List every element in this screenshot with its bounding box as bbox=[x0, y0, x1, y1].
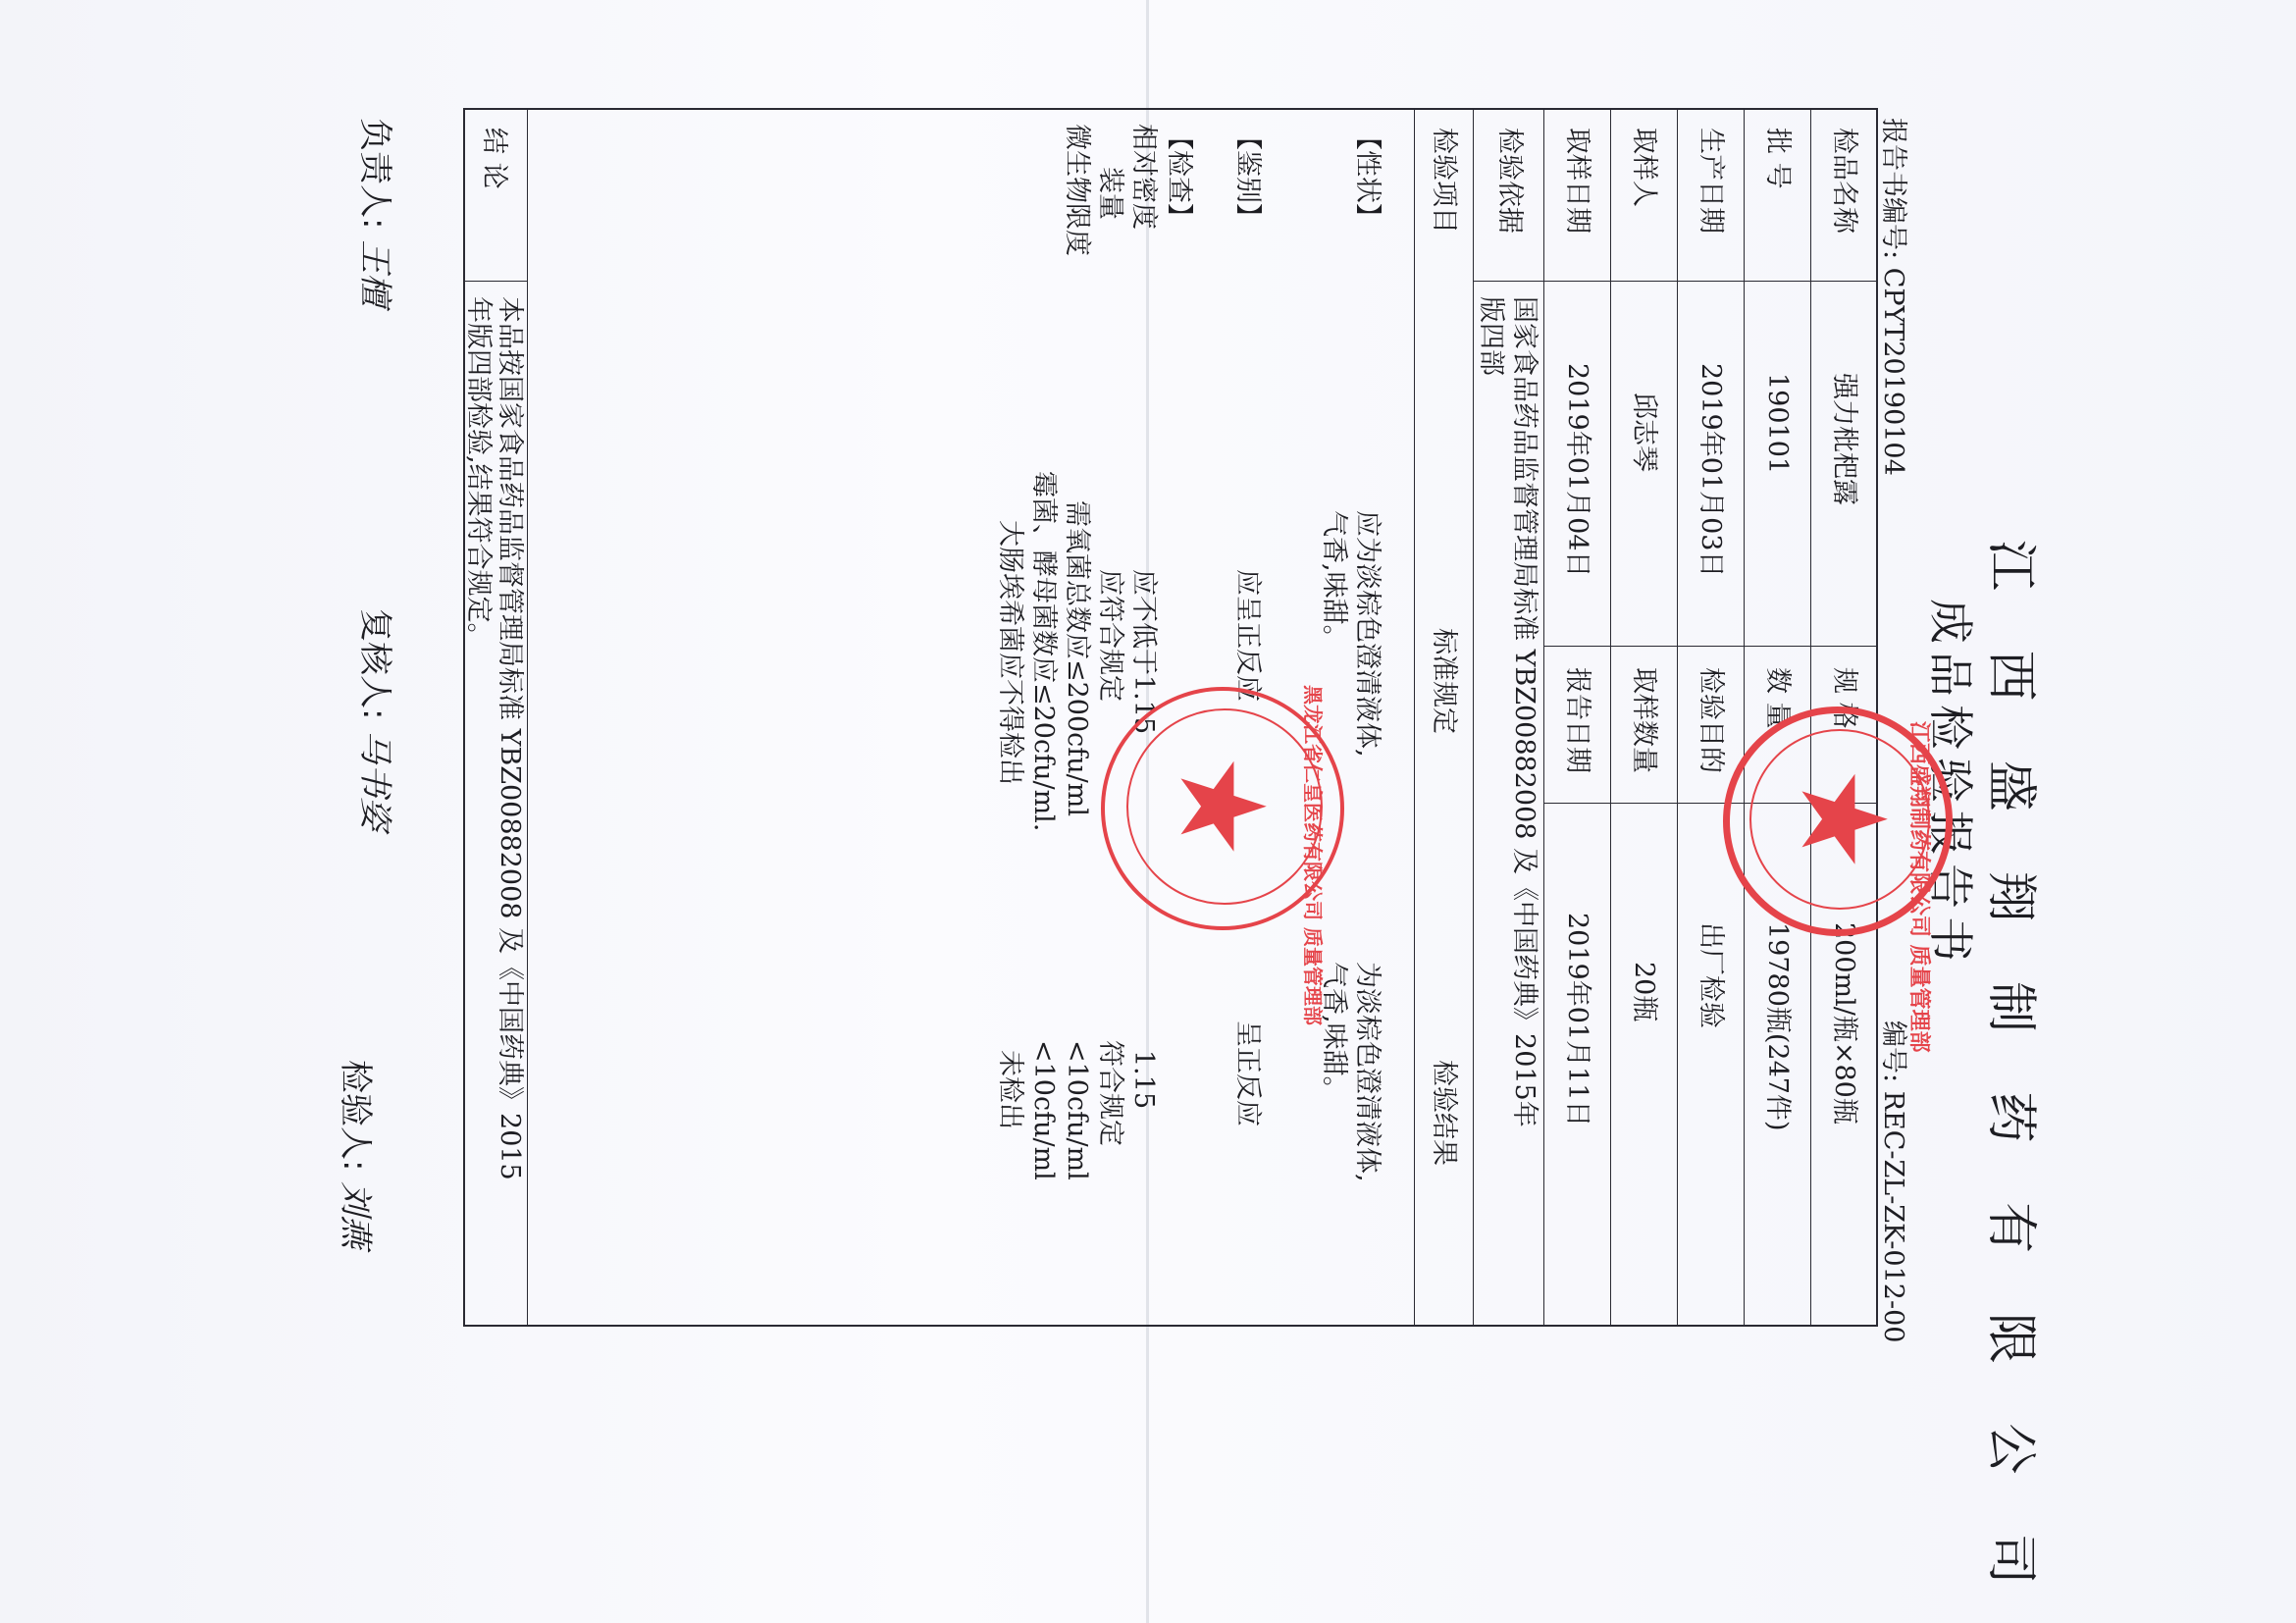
report-number-label bbox=[1877, 118, 1915, 476]
row-label: 取样数量 bbox=[1629, 667, 1659, 773]
section-result: 为淡棕色澄清液体, bbox=[1352, 962, 1383, 1182]
row-label: 生产日期 bbox=[1696, 128, 1726, 234]
table-bottom-border bbox=[463, 108, 465, 1327]
row-label: 批 号 bbox=[1762, 128, 1793, 189]
seal-star-icon: ★ bbox=[1153, 754, 1289, 860]
document-title: 成品检验报告书 bbox=[1924, 599, 1977, 969]
seal-text: 黑龙江省仁皇医药有限公司 质量管理部 bbox=[1301, 685, 1325, 1025]
form-number-label bbox=[1877, 1021, 1915, 1342]
basis-line-2: 版四部 bbox=[1476, 296, 1506, 376]
row-value: 2019年01月04日 bbox=[1562, 363, 1592, 578]
section-standard: 应呈正反应 bbox=[1232, 569, 1263, 702]
check-name: 微生物限度 bbox=[1062, 124, 1092, 256]
check-standard: 需氧菌总数应≤200cfu/ml bbox=[1062, 500, 1092, 816]
row-label: 取样日期 bbox=[1562, 128, 1592, 234]
items-header-standard: 标准规定 bbox=[1429, 628, 1459, 734]
responsible-label: 负责人: bbox=[355, 118, 394, 230]
seal-star-icon: ★ bbox=[1774, 766, 1910, 872]
check-result: 1.15 bbox=[1128, 1050, 1159, 1110]
responsible-name: 王檀 bbox=[355, 239, 394, 307]
table-left-border bbox=[465, 108, 1878, 110]
row-value: 2019年01月11日 bbox=[1562, 913, 1592, 1127]
row-value: 2019年01月03日 bbox=[1696, 363, 1726, 578]
responsible-signature bbox=[354, 118, 402, 306]
check-result: 未检出 bbox=[995, 1050, 1025, 1129]
herb-seal bbox=[1101, 685, 1344, 1025]
check-result: <10cfu/ml bbox=[1028, 1040, 1059, 1180]
check-standard: 应符合规定 bbox=[1095, 569, 1125, 702]
row-line bbox=[1414, 108, 1415, 1325]
check-name: 装量 bbox=[1095, 167, 1125, 220]
inspector-name: 刘燕 bbox=[336, 1181, 375, 1249]
section-heading: 【性状】 bbox=[1352, 124, 1383, 230]
check-name: 相对密度 bbox=[1128, 124, 1159, 230]
form-number: REC-ZL-ZK-012-00 bbox=[1878, 1090, 1908, 1343]
row-line bbox=[1744, 108, 1745, 1325]
check-result: 符合规定 bbox=[1095, 1040, 1125, 1146]
row-line bbox=[1473, 108, 1474, 1325]
section-standard: 气香,味甜。 bbox=[1319, 510, 1349, 652]
row-label: 检验目的 bbox=[1696, 667, 1726, 773]
row-label: 数 量 bbox=[1762, 667, 1793, 729]
seal-text: 江西盛翔制药有限公司 质量管理部 bbox=[1906, 721, 1932, 1053]
inspector-signature bbox=[335, 1060, 383, 1248]
col-line bbox=[1474, 281, 1878, 282]
row-label: 规 格 bbox=[1829, 667, 1859, 729]
col-line bbox=[465, 281, 528, 282]
check-standard: 大肠埃希菌应不得检出 bbox=[995, 520, 1025, 785]
section-heading: 【检查】 bbox=[1164, 124, 1194, 230]
report-number-label-text: 报告书编号: bbox=[1878, 118, 1908, 260]
form-number-label-text: 编号: bbox=[1878, 1021, 1908, 1083]
section-standard: 应为淡棕色澄清液体, bbox=[1352, 510, 1383, 758]
section-heading: 【鉴别】 bbox=[1232, 124, 1263, 230]
row-line bbox=[527, 108, 528, 1325]
reviewer-label: 复核人: bbox=[355, 608, 394, 720]
reviewer-signature bbox=[354, 608, 402, 830]
items-header-item: 检验项目 bbox=[1429, 128, 1459, 234]
basis-line-1: 国家食品药品监督管理局标准 YBZ00882008 及《中国药典》2015年 bbox=[1509, 296, 1539, 1127]
inspector-label: 检验人: bbox=[336, 1060, 375, 1172]
row-value: 190101 bbox=[1762, 373, 1793, 475]
conclusion-label: 结 论 bbox=[479, 128, 509, 189]
conclusion-line-2: 年版四部检验,结果符合规定。 bbox=[463, 296, 494, 650]
basis-label: 检验依据 bbox=[1494, 128, 1525, 234]
row-label: 取样人 bbox=[1629, 128, 1659, 207]
section-result: 呈正反应 bbox=[1232, 1021, 1263, 1126]
row-label: 检品名称 bbox=[1829, 128, 1859, 234]
table-right-border bbox=[465, 1325, 1878, 1327]
conclusion-line-1: 本品按国家食品药品监督管理局标准 YBZ00882008 及《中国药典》2015 bbox=[495, 296, 525, 1180]
section-result: 气香,味甜。 bbox=[1319, 962, 1349, 1103]
check-result: <10cfu/ml bbox=[1062, 1040, 1092, 1180]
items-header-result: 检验结果 bbox=[1429, 1060, 1459, 1166]
rotated-document bbox=[226, 79, 2070, 1606]
row-line bbox=[1677, 108, 1678, 1325]
check-standard: 应不低于1.15 bbox=[1128, 569, 1159, 735]
row-line bbox=[1610, 108, 1611, 1325]
row-value: 出厂检验 bbox=[1696, 922, 1726, 1028]
row-value: 邱志琴 bbox=[1629, 393, 1659, 472]
row-value: 20瓶 bbox=[1629, 962, 1659, 1022]
col-line bbox=[1544, 646, 1878, 647]
report-number: CPYT20190104 bbox=[1878, 267, 1908, 476]
row-value: 200ml/瓶×80瓶 bbox=[1829, 922, 1859, 1125]
row-value: 强力枇杷露 bbox=[1829, 373, 1859, 505]
row-label: 报告日期 bbox=[1562, 667, 1592, 773]
row-line bbox=[1543, 108, 1544, 1325]
row-value: 19780瓶(247件) bbox=[1762, 922, 1793, 1131]
reviewer-name: 马书姿 bbox=[355, 730, 394, 831]
company-name: 江 西 盛 翔 制 药 有 限 公 司 bbox=[1981, 540, 2040, 1606]
check-standard: 霉菌、酵母菌数应≤20cfu/ml. bbox=[1028, 471, 1059, 832]
